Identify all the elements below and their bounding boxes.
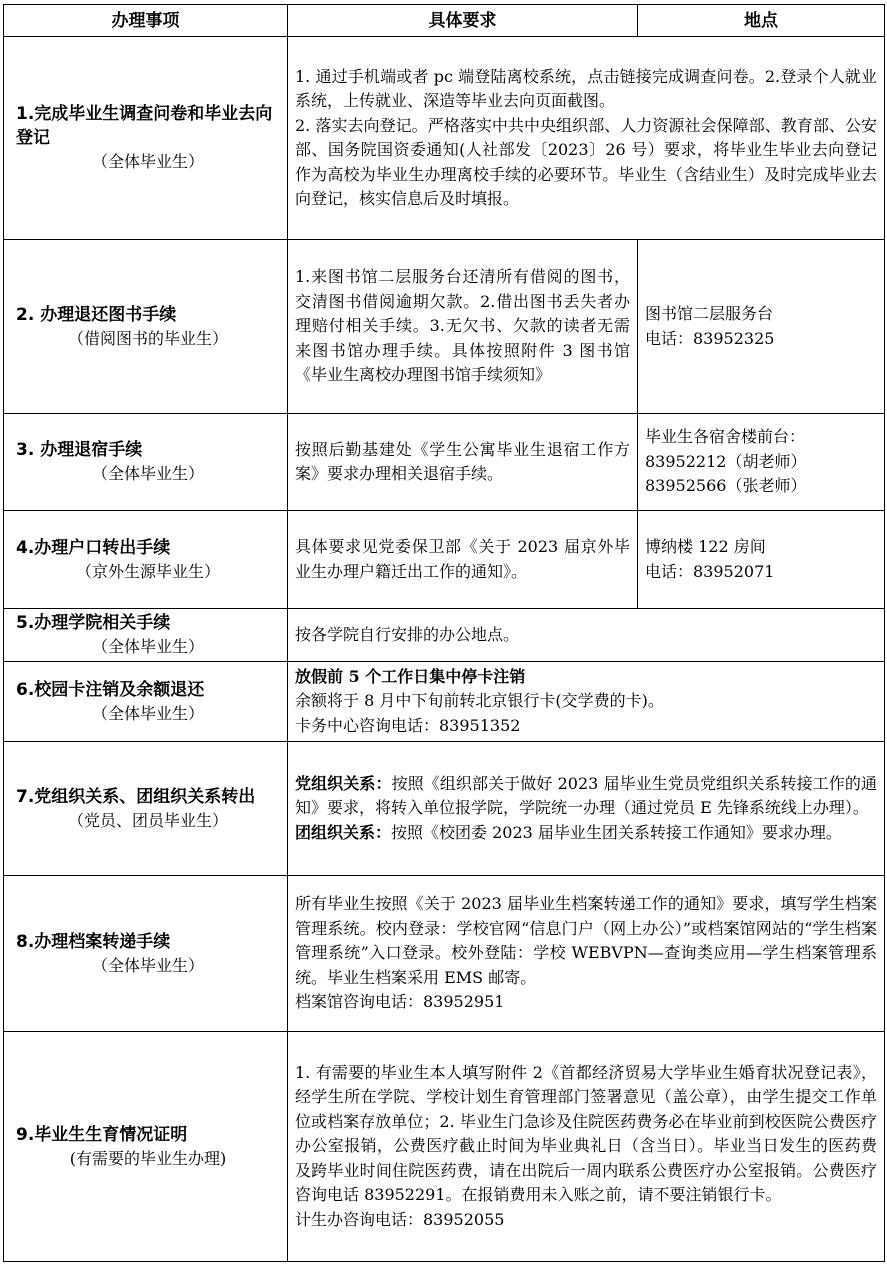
item-audience: （京外生源毕业生） — [75, 561, 220, 581]
item-cell — [4, 609, 288, 662]
item-title: 5.办理学院相关手续 — [16, 613, 171, 633]
requirement-cell — [288, 511, 638, 609]
item-cell — [4, 37, 288, 240]
header-location: 地点 — [638, 5, 885, 37]
requirement-text: 按照《组织部关于做好 2023 届毕业生党员党组织关系转接工作的通知》要求，将转入单位报学院，学院统一办理（通过党员 E 先锋系统线上办理）。 — [295, 773, 877, 818]
requirement-phone: 档案馆咨询电话：83952951 — [295, 992, 505, 1012]
location-text: 图书馆二层服务台 — [645, 304, 774, 323]
location-text: 毕业生各宿舍楼前台： — [645, 427, 806, 447]
requirement-text: 1.来图书馆二层服务台还清所有借阅的图书，交清图书借阅逾期欠款。2.借出图书丢失者办理赔付相关手续。3.无欠书、欠款的读者无需来图书馆办理手续。具体按照附件 3 图书馆《毕业生离校办理图书馆手续须知》 — [295, 267, 630, 385]
party-label: 党组织关系： — [295, 773, 392, 793]
item-title: 8.办理档案转递手续 — [16, 931, 171, 952]
league-paragraph — [295, 821, 877, 846]
table-row — [4, 662, 885, 742]
requirement-phone: 卡务中心咨询电话：83951352 — [295, 715, 521, 735]
table-row — [4, 1032, 885, 1262]
graduation-procedures-table — [3, 4, 885, 1262]
item-title: 9.毕业生生育情况证明 — [16, 1124, 188, 1145]
requirement-phone: 计生办咨询电话：83952055 — [295, 1209, 505, 1229]
item-title: 4.办理户口转出手续 — [16, 537, 171, 558]
location-phone: 电话：83952325 — [645, 328, 775, 348]
location-phone: 电话：83952071 — [645, 561, 775, 581]
item-cell — [4, 240, 288, 414]
item-title: 7.党组织关系、团组织关系转出 — [16, 786, 256, 807]
table-row — [4, 37, 885, 240]
requirement-cell — [288, 662, 885, 742]
requirement-cell — [288, 742, 885, 876]
league-label: 团组织关系： — [295, 822, 392, 842]
requirement-text: 余额将于 8 月中下旬前转北京银行卡(交学费的卡)。 — [295, 691, 664, 711]
item-audience: （全体毕业生） — [91, 464, 204, 483]
location-phone: 83952566（张老师） — [645, 476, 807, 496]
requirement-cell — [288, 240, 638, 414]
header-item: 办理事项 — [4, 5, 288, 37]
table-row — [4, 609, 885, 662]
item-title: 6.校园卡注销及余额退还 — [16, 679, 205, 700]
requirement-cell — [288, 609, 885, 662]
requirement-text: 按照后勤基建处《学生公寓毕业生退宿工作方案》要求办理相关退宿手续。 — [295, 439, 630, 483]
table-row — [4, 876, 885, 1032]
requirement-cell — [288, 414, 638, 511]
item-title: 2. 办理退还图书手续 — [16, 304, 177, 325]
requirement-text: 1. 通过手机端或者 pc 端登陆离校系统，点击链接完成调查问卷。2.登录个人就业系统，上传就业、深造等毕业去向页面截图。 — [295, 66, 877, 110]
item-audience: （全体毕业生） — [91, 637, 204, 656]
table-row — [4, 742, 885, 876]
table-header-row — [4, 5, 885, 37]
item-cell — [4, 1032, 288, 1262]
item-cell — [4, 876, 288, 1032]
item-audience: （全体毕业生） — [91, 703, 204, 723]
requirement-cell — [288, 876, 885, 1032]
item-audience: （全体毕业生） — [91, 152, 204, 171]
item-title: 1.完成毕业生调查问卷和毕业去向登记 — [16, 104, 273, 148]
requirement-text: 按各学院自行安排的办公地点。 — [295, 624, 520, 644]
requirement-cell — [288, 1032, 885, 1262]
requirement-text: 具体要求见党委保卫部《关于 2023 届京外毕业生办理户籍迁出工作的通知》。 — [295, 537, 630, 581]
requirement-text: 1. 有需要的毕业生本人填写附件 2《首都经济贸易大学毕业生婚育状况登记表》，经学生所在学院、学校计划生育管理部门签署意见（盖公章），由学生提交工作单位或档案存放单位；2. 毕业生门急诊及住院医药费务必在毕业前到校医院公费医疗办公室报销，公费医疗截止时间为毕业典礼日（含当日）。毕业当日发生的医药费及跨毕业时间住院医药费，请在出院后一周内联系公费医疗办公室报销。公费医疗咨询电话 83952291。在报销费用未入账之前，请不要注销银行卡。 — [295, 1062, 877, 1205]
location-cell — [638, 414, 885, 511]
party-paragraph — [295, 772, 877, 821]
table-row — [4, 414, 885, 511]
requirement-highlight: 放假前 5 个工作日集中停卡注销 — [295, 666, 526, 686]
item-audience: （借阅图书的毕业生） — [67, 328, 228, 348]
item-cell — [4, 414, 288, 511]
item-cell — [4, 742, 288, 876]
location-cell — [638, 511, 885, 609]
location-cell — [638, 240, 885, 414]
header-requirement: 具体要求 — [288, 5, 638, 37]
item-audience: （全体毕业生） — [91, 955, 204, 975]
table-row — [4, 240, 885, 414]
item-cell — [4, 511, 288, 609]
table-row — [4, 511, 885, 609]
requirement-text: 2. 落实去向登记。严格落实中共中央组织部、人力资源社会保障部、教育部、公安部、国务院国资委通知(人社部发〔2023〕26 号）要求，将毕业生毕业去向登记作为高校为毕业生办理离校手续的必要环节。毕业生（含结业生）及时完成毕业去向登记，核实信息后及时填报。 — [295, 115, 877, 208]
item-cell — [4, 662, 288, 742]
location-phone: 83952212（胡老师） — [645, 451, 807, 471]
item-audience: （党员、团员毕业生） — [67, 810, 228, 830]
item-audience: (有需要的毕业生办理) — [69, 1148, 227, 1168]
requirement-cell — [288, 37, 885, 240]
item-title: 3. 办理退宿手续 — [16, 440, 143, 460]
requirement-text: 按照《校团委 2023 届毕业生团关系转接工作通知》要求办理。 — [391, 822, 842, 842]
requirement-text: 所有毕业生按照《关于 2023 届毕业生档案转递工作的通知》要求，填写学生档案管理系统。校内登录：学校官网“信息门户（网上办公）”或档案馆网站的“学生档案管理系统”入口登录。校外登陆：学校 WEBVPN—查询类应用—学生档案管理系统。毕业生档案采用 EMS 邮寄。 — [295, 894, 877, 987]
location-text: 博纳楼 122 房间 — [645, 537, 766, 556]
